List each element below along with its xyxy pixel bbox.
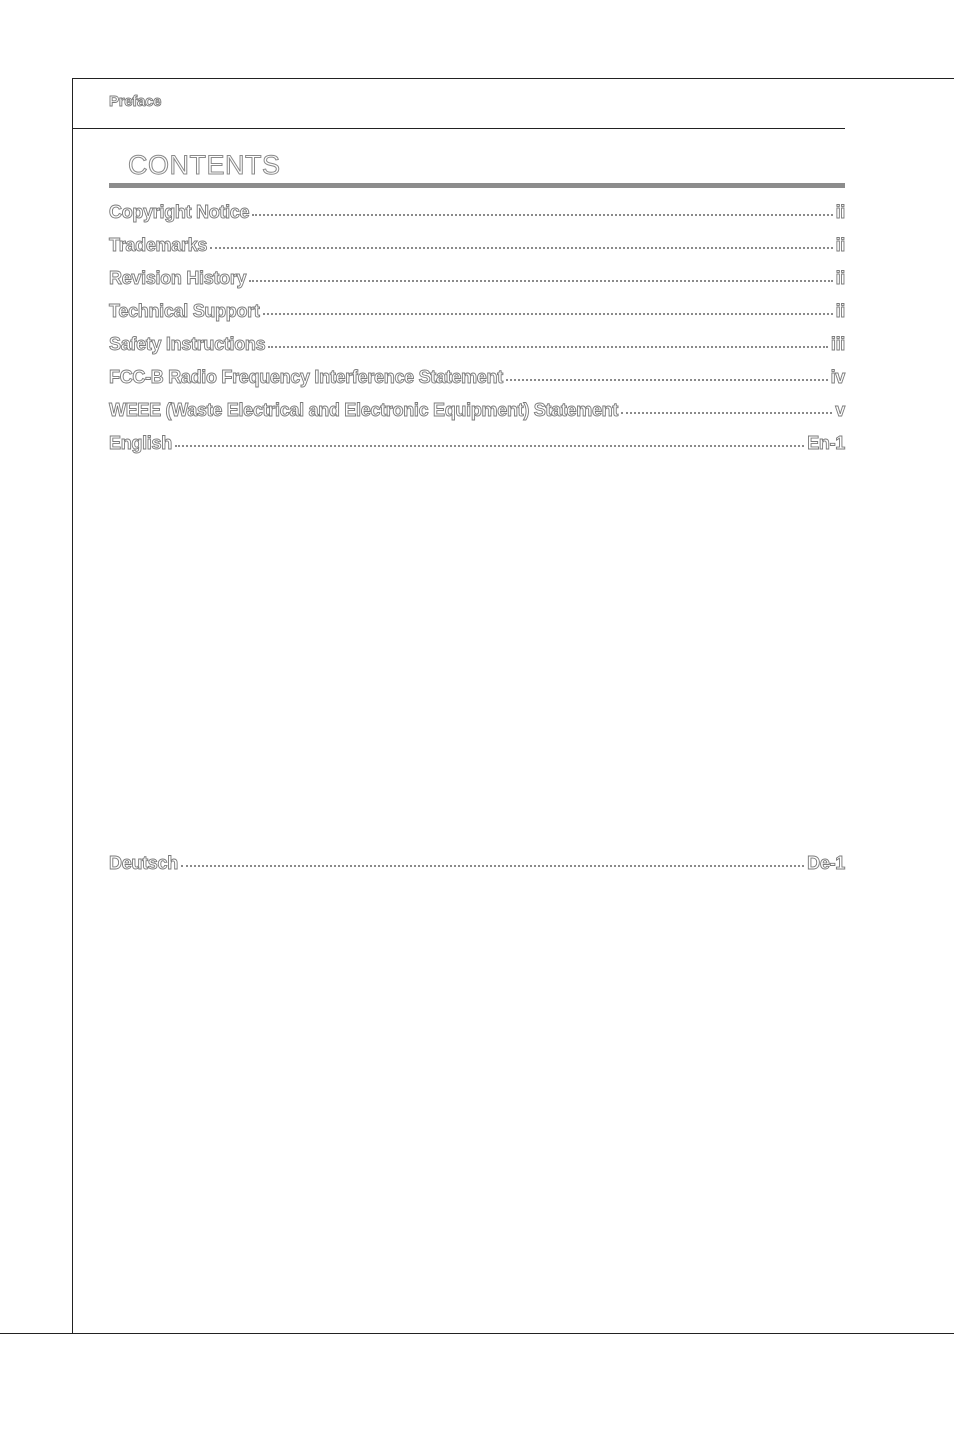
contents-title: CONTENTS bbox=[128, 150, 281, 180]
toc-entry-page: En-1 bbox=[807, 433, 845, 453]
toc-entry-text: Copyright Notice bbox=[109, 202, 250, 222]
toc-entry-page: ii bbox=[835, 202, 845, 222]
toc-entry-text: Revision History bbox=[109, 268, 247, 288]
header-rule bbox=[72, 128, 845, 129]
toc-dot-leader bbox=[263, 299, 833, 315]
toc-entry-page: v bbox=[835, 400, 845, 420]
page-frame-left-rule bbox=[72, 78, 73, 1334]
toc-entry-copyright-notice[interactable] bbox=[109, 202, 845, 235]
toc-entry-fcc-b-statement[interactable] bbox=[109, 367, 845, 400]
toc-dot-leader bbox=[252, 200, 832, 216]
toc-dot-leader bbox=[181, 851, 804, 867]
toc-dot-leader bbox=[249, 266, 832, 282]
toc-entry-trademarks[interactable] bbox=[109, 235, 845, 268]
toc-entry-text: Trademarks bbox=[109, 235, 208, 255]
title-rule bbox=[109, 183, 845, 188]
toc-dot-leader bbox=[268, 332, 828, 348]
toc-entry-technical-support[interactable] bbox=[109, 301, 845, 334]
page-frame-top-rule bbox=[72, 78, 954, 79]
toc-entry-text: Technical Support bbox=[109, 301, 260, 321]
toc-entry-text: English bbox=[109, 433, 172, 453]
toc-entry-deutsch[interactable] bbox=[109, 853, 845, 886]
toc-entry-text: WEEE (Waste Electrical and Electronic Equipment) Statement bbox=[109, 400, 619, 420]
toc-dot-leader bbox=[210, 233, 833, 249]
toc-list bbox=[109, 202, 845, 466]
section-label: Preface bbox=[109, 93, 162, 110]
toc-entry-english[interactable] bbox=[109, 433, 845, 466]
toc-entry-page: ii bbox=[835, 301, 845, 321]
toc-entry-page: ii bbox=[835, 268, 845, 288]
toc-entry-page: ii bbox=[835, 235, 845, 255]
page-frame-bottom-rule bbox=[0, 1333, 954, 1334]
toc-entry-text: FCC-B Radio Frequency Interference Statement bbox=[109, 367, 503, 387]
toc-entry-text: Safety Instructions bbox=[109, 334, 266, 354]
toc-dot-leader bbox=[506, 365, 828, 381]
toc-entry-revision-history[interactable] bbox=[109, 268, 845, 301]
toc-language-list bbox=[109, 853, 845, 886]
toc-entry-text: Deutsch bbox=[109, 853, 178, 873]
toc-entry-page: iv bbox=[830, 367, 845, 387]
toc-entry-page: iii bbox=[830, 334, 845, 354]
toc-entry-weee-statement[interactable] bbox=[109, 400, 845, 433]
toc-dot-leader bbox=[175, 431, 804, 447]
toc-dot-leader bbox=[621, 398, 832, 414]
toc-entry-page: De-1 bbox=[807, 853, 845, 873]
toc-entry-safety-instructions[interactable] bbox=[109, 334, 845, 367]
